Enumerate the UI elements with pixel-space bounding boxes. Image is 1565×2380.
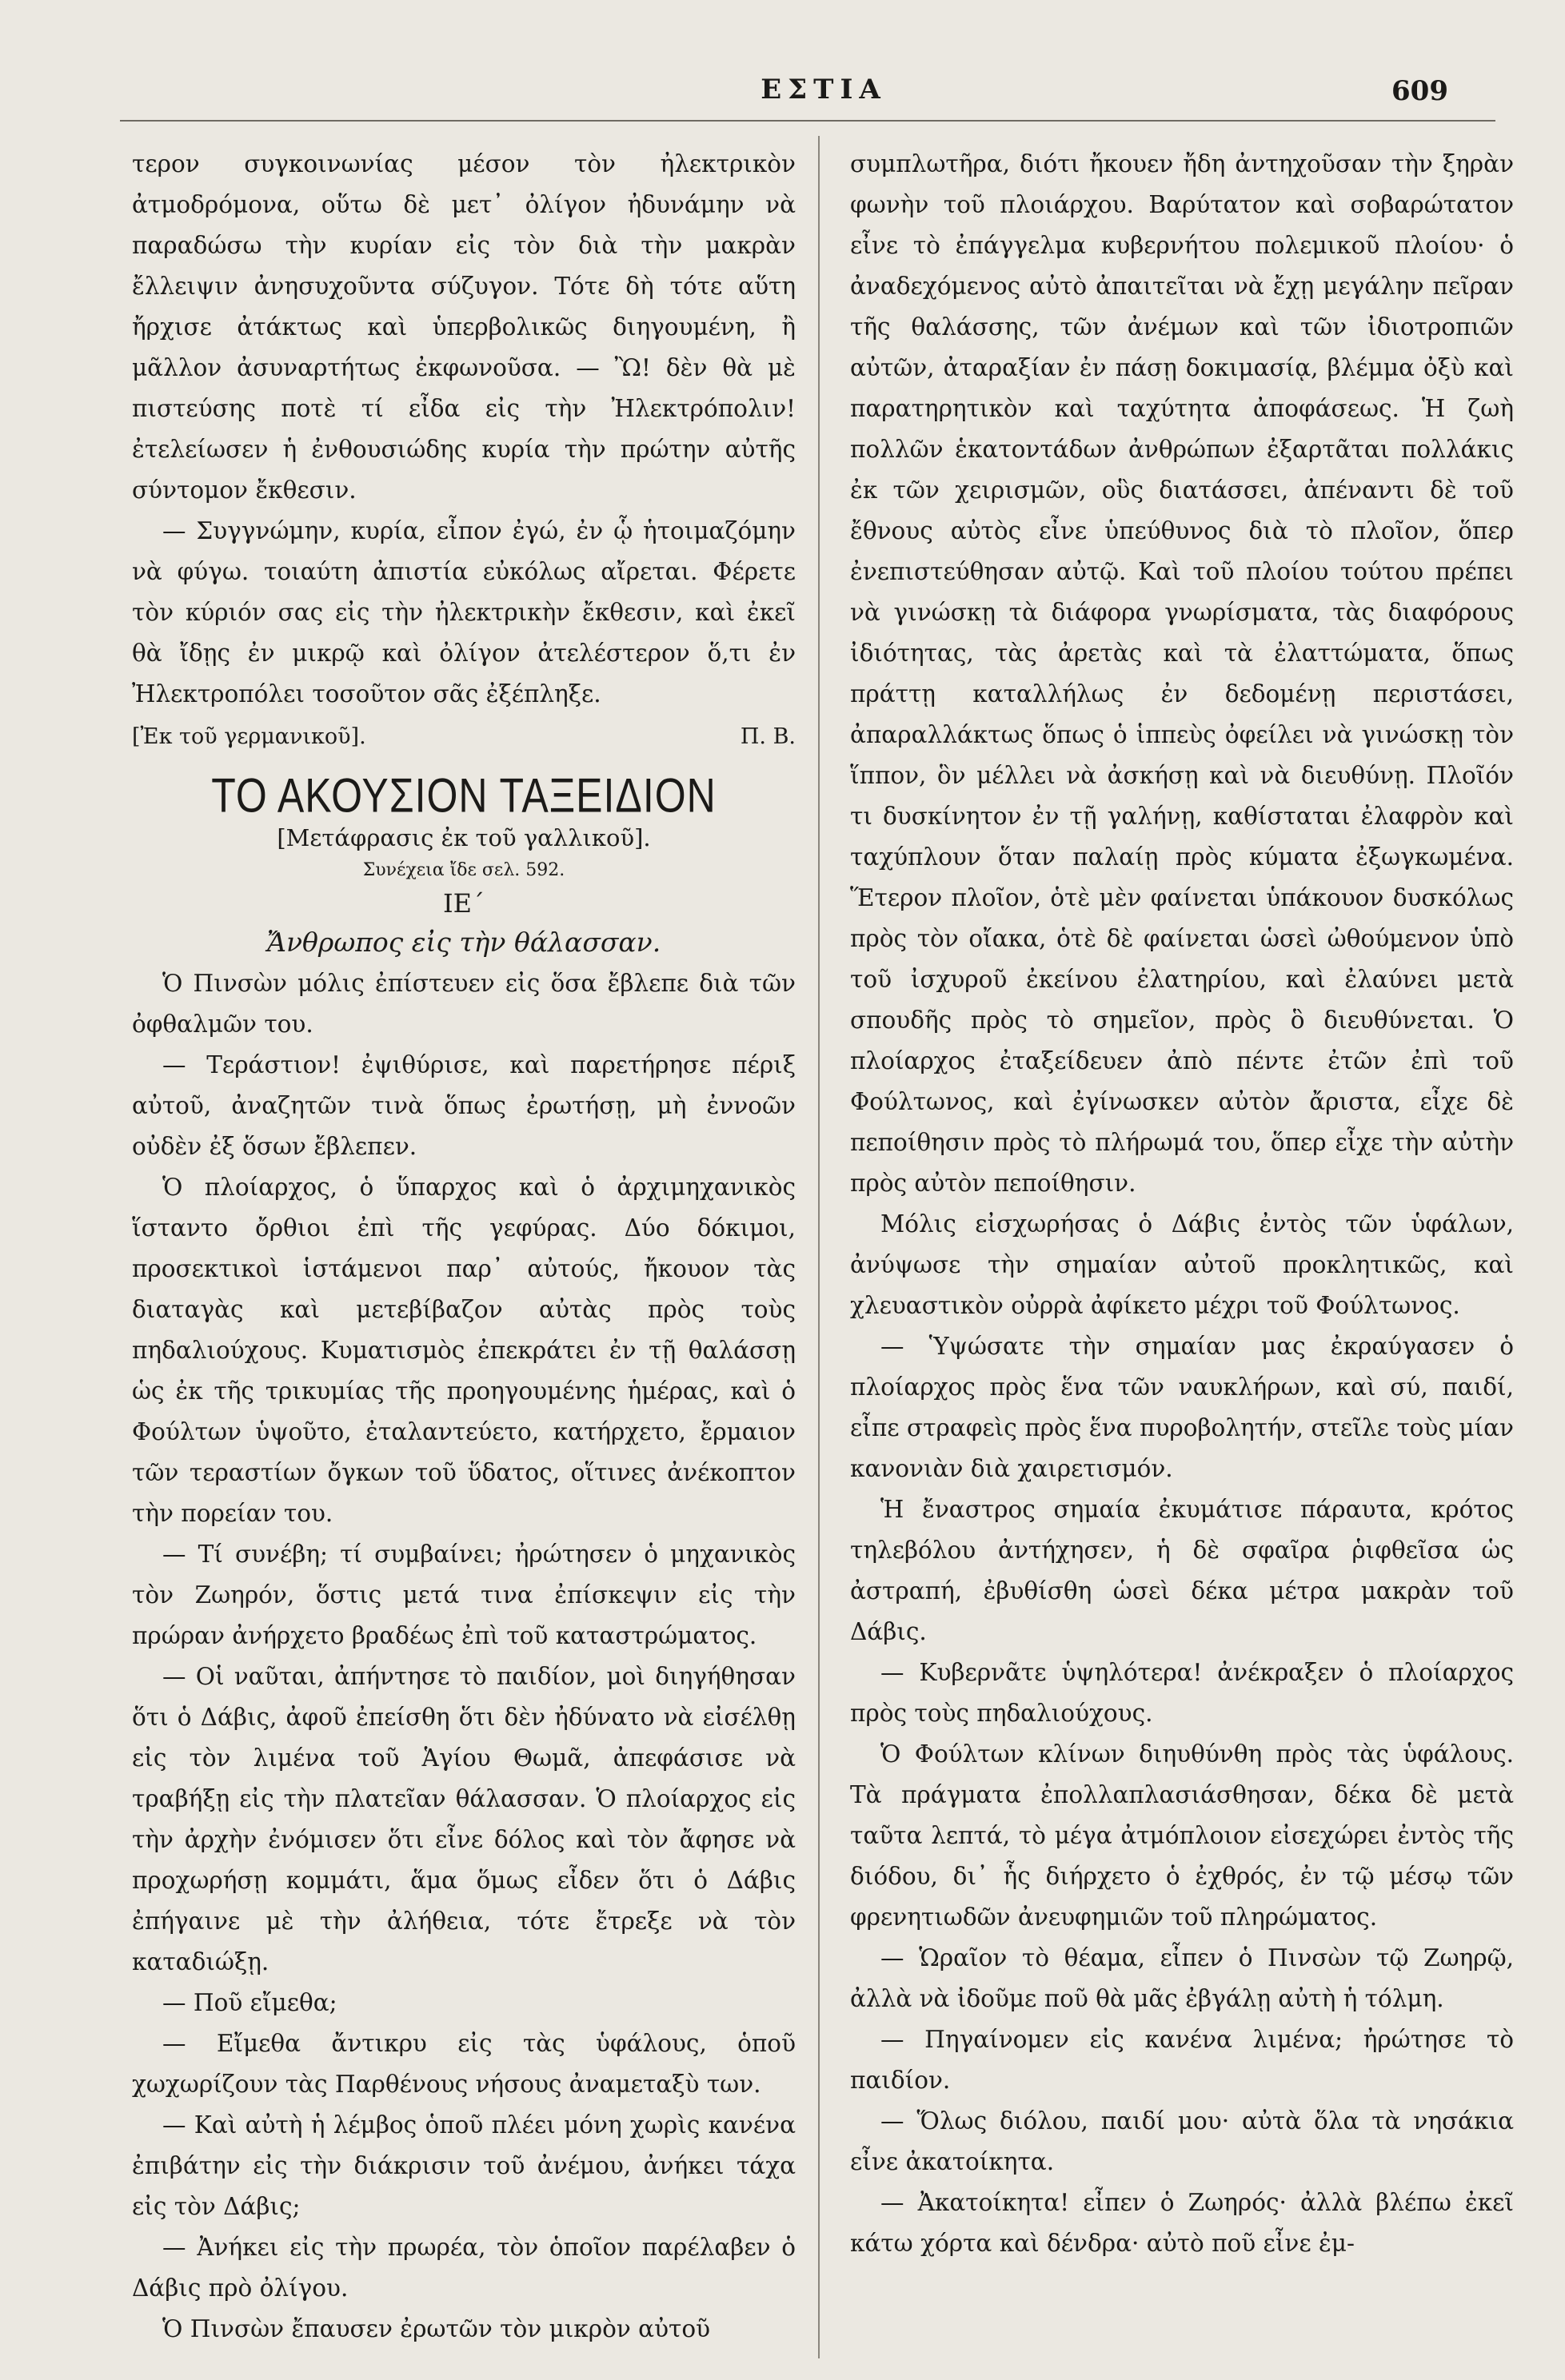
paragraph: Ὁ Πινσὼν μόλις ἐπίστευεν εἰς ὅσα ἔβλεπε διὰ τῶν ὀφθαλμῶν του. (132, 970, 796, 1038)
header-rule (120, 120, 1495, 122)
paragraph: — Ὅλως διόλου, παιδί μου· αὐτὰ ὅλα τὰ νησάκια εἶνε ἀκατοίκητα. (850, 2107, 1514, 2175)
paragraph: — Ὡραῖον τὸ θέαμα, εἶπεν ὁ Πινσὼν τῷ Ζωηρῷ, ἀλλὰ νὰ ἰδοῦμε ποῦ θὰ μᾶς ἐβγάλῃ αὐτὴ ἡ τόλμη. (850, 1944, 1514, 2012)
paragraph: — Ὑψώσατε τὴν σημαίαν μας ἐκραύγασεν ὁ πλοίαρχος πρὸς ἕνα τῶν ναυκλήρων, καὶ σύ, παιδί, εἶπε στραφεὶς πρὸς ἕνα πυροβολητήν, στεῖλε τοὺς μίαν κανονιὰν διὰ χαιρετισμόν. (850, 1333, 1514, 1482)
paragraph: τερον συγκοινωνίας μέσον τὸν ἠλεκτρικὸν ἀτμοδρόμονα, οὕτω δὲ μετ᾿ ὀλίγον ἠδυνάμην νὰ παραδώσω τὴν κυρίαν εἰς τὸν διὰ τὴν μακρὰν ἔλλειψιν ἀνησυχοῦντα σύζυγον. Τότε δὴ τότε αὕτη ἤρχισε ἀτάκτως καὶ ὑπερβολικῶς διηγουμένη, ἢ μᾶλλον ἀσυναρτήτως ἐκφωνοῦσα. — Ὢ! δὲν θὰ μὲ πιστεύσης ποτὲ τί εἶδα εἰς τὴν Ἠλεκτρόπολιν! ἐτελείωσεν ἡ ἐνθουσιώδης κυρία τὴν πρώτην αὐτῆς σύντομον ἔκθεσιν. (132, 150, 796, 504)
page-number: 609 (1391, 75, 1448, 107)
running-head: ΕΣΤΙΑ (761, 74, 887, 106)
chapter-number: ΙΕ΄ (443, 888, 485, 919)
article-subtitle: [Μετάφρασις ἐκ τοῦ γαλλικοῦ]. (277, 824, 651, 851)
column-divider (818, 136, 820, 2358)
paragraph: — Πηγαίνομεν εἰς κανένα λιμένα; ἠρώτησε τὸ παιδίον. (850, 2026, 1514, 2094)
paragraph: — Εἴμεθα ἄντικρυ εἰς τὰς ὑφάλους, ὁποῦ χωχωρίζουν τὰς Παρθένους νήσους ἀναμεταξὺ των. (132, 2030, 796, 2098)
paragraph: — Κυβερνᾶτε ὑψηλότερα! ἀνέκραξεν ὁ πλοίαρχος πρὸς τοὺς πηδαλιούχους. (850, 1659, 1514, 1727)
paragraph: Ἡ ἔναστρος σημαία ἐκυμάτισε πάραυτα, κρότος τηλεβόλου ἀντήχησεν, ἡ δὲ σφαῖρα ῥιφθεῖσα ὡς ἀστραπή, ἐβυθίσθη ὡσεὶ δέκα μέτρα μακρὰν τοῦ Δάβις. (850, 1496, 1514, 1645)
continuation-reference: Συνέχεια ἴδε σελ. 592. (362, 860, 565, 880)
byline-source: [Ἐκ τοῦ γερμανικοῦ]. (132, 724, 366, 749)
byline-initials: Π. Β. (740, 724, 796, 749)
paragraph: — Ποῦ εἴμεθα; (162, 1989, 337, 2016)
article-title: ΤΟ ΑΚΟΥΣΙΟΝ ΤΑΞΕΙΔΙΟΝ (211, 768, 717, 823)
paragraph: Ὁ πλοίαρχος, ὁ ὕπαρχος καὶ ὁ ἀρχιμηχανικὸς ἵσταντο ὄρθιοι ἐπὶ τῆς γεφύρας. Δύο δόκιμοι, προσεκτικοὶ ἱστάμενοι παρ᾿ αὐτούς, ἤκουον τὰς διαταγὰς καὶ μετεβίβαζον αὐτὰς πρὸς τοὺς πηδαλιούχους. Κυματισμὸς ἐπεκράτει ἐν τῇ θαλάσσῃ ὡς ἐκ τῆς τρικυμίας τῆς προηγουμένης ἡμέρας, καὶ ὁ Φούλτων ὑψοῦτο, ἐταλαντεύετο, κατήρχετο, ἔρμαιον τῶν τεραστίων ὄγκων τοῦ ὕδατος, οἵτινες ἀνέκοπτον τὴν πορείαν του. (132, 1174, 796, 1527)
paragraph: — Τεράστιον! ἐψιθύρισε, καὶ παρετήρησε πέριξ αὐτοῦ, ἀναζητῶν τινὰ ὅπως ἐρωτήσῃ, μὴ ἐννοῶν οὐδὲν ἐξ ὅσων ἔβλεπεν. (132, 1051, 796, 1160)
byline (132, 716, 796, 757)
paragraph: Μόλις εἰσχωρήσας ὁ Δάβις ἐντὸς τῶν ὑφάλων, ἀνύψωσε τὴν σημαίαν αὐτοῦ προκλητικῶς, καὶ χλευαστικὸν οὐρρὰ ἀφίκετο μέχρι τοῦ Φούλτωνος. (850, 1210, 1514, 1319)
right-column (850, 144, 1514, 2264)
paragraph: — Καὶ αὐτὴ ἡ λέμβος ὁποῦ πλέει μόνη χωρὶς κανένα ἐπιβάτην εἰς τὴν διάκρισιν τοῦ ἀνέμου, ἀνήκει τάχα εἰς τὸν Δάβις; (132, 2111, 796, 2220)
paragraph: — Οἱ ναῦται, ἀπήντησε τὸ παιδίον, μοὶ διηγήθησαν ὅτι ὁ Δάβις, ἀφοῦ ἐπείσθη ὅτι δὲν ἠδύνατο νὰ εἰσέλθῃ εἰς τὸν λιμένα τοῦ Ἁγίου Θωμᾶ, ἀπεφάσισε νὰ τραβήξῃ εἰς τὴν πλατεῖαν θάλασσαν. Ὁ πλοίαρχος εἰς τὴν ἀρχὴν ἐνόμισεν ὅτι εἶνε δόλος καὶ τὸν ἄφησε νὰ προχωρήσῃ κομμάτι, ἅμα ὅμως εἶδεν ὅτι ὁ Δάβις ἐπήγαινε μὲ τὴν ἀλήθεια, τότε ἔτρεξε νὰ τὸν καταδιώξῃ. (132, 1663, 796, 1975)
paragraph: — Συγγνώμην, κυρία, εἶπον ἐγώ, ἐν ᾧ ἡτοιμαζόμην νὰ φύγω. τοιαύτη ἀπιστία εὐκόλως αἴρεται. Φέρετε τὸν κύριόν σας εἰς τὴν ἠλεκτρικὴν ἔκθεσιν, καὶ ἐκεῖ θὰ ἴδῃς ἐν μικρῷ καὶ ὀλίγον ἀτελέστερον ὅ,τι ἐν Ἠλεκτροπόλει τοσοῦτον σᾶς ἐξέπληξε. (132, 517, 796, 708)
paragraph: Ὁ Πινσὼν ἔπαυσεν ἐρωτῶν τὸν μικρὸν αὐτοῦ (162, 2315, 711, 2342)
paragraph: συμπλωτῆρα, διότι ἤκουεν ἤδη ἀντηχοῦσαν τὴν ξηρὰν φωνὴν τοῦ πλοιάρχου. Βαρύτατον καὶ σοβαρώτατον εἶνε τὸ ἐπάγγελμα κυβερνήτου πολεμικοῦ πλοίου· ὁ ἀναδεχόμενος αὐτὸ ἀπαιτεῖται νὰ ἔχῃ μεγάλην πεῖραν τῆς θαλάσσης, τῶν ἀνέμων καὶ τῶν ἰδιοτροπιῶν αὐτῶν, ἀταραξίαν ἐν πάσῃ δοκιμασίᾳ, βλέμμα ὀξὺ καὶ παρατηρητικὸν καὶ ταχύτητα ἀποφάσεως. Ἡ ζωὴ πολλῶν ἑκατοντάδων ἀνθρώπων ἐξαρτᾶται πολλάκις ἐκ τῶν χειρισμῶν, οὓς διατάσσει, ἀπέναντι δὲ τοῦ ἔθνους αὐτὸς εἶνε ὑπεύθυνος διὰ τὸ πλοῖον, ὅπερ ἐνεπιστεύθησαν αὐτῷ. Καὶ τοῦ πλοίου τούτου πρέπει νὰ γινώσκῃ τὰ διάφορα γνωρίσματα, τὰς διαφόρους ἰδιότητας, τὰς ἀρετὰς καὶ τὰ ἐλαττώματα, ὅπως πράττῃ καταλλήλως ἐν δεδομένῃ περιστάσει, ἀπαραλλάκτως ὅπως ὁ ἱππεὺς ὀφείλει νὰ γινώσκῃ τὸν ἵππον, ὃν μέλλει νὰ ἀσκήσῃ καὶ νὰ διευθύνῃ. Πλοῖόν τι δυσκίνητον ἐν τῇ γαλήνῃ, καθίσταται ἐλαφρὸν καὶ ταχύπλουν ὅταν παλαίῃ πρὸς κύματα ἐξωγκωμένα. Ἕτερον πλοῖον, ὁτὲ μὲν φαίνεται ὑπάκουον δυσκόλως πρὸς τὸν οἴακα, ὁτὲ δὲ φαίνεται ὡσεὶ ὠθούμενον ὑπὸ τοῦ ἰσχυροῦ ἐκείνου ἐλατηρίου, καὶ ἐλαύνει μετὰ σπουδῆς πρὸς τὸ σημεῖον, πρὸς ὃ διευθύνεται. Ὁ πλοίαρχος ἐταξείδευεν ἀπὸ πέντε ἐτῶν ἐπὶ τοῦ Φούλτωνος, καὶ ἐγίνωσκεν αὐτὸν ἄριστα, εἶχε δὲ πεποίθησιν πρὸς τὸ πλήρωμά του, ὅπερ εἶχε τὴν αὐτὴν πρὸς αὐτὸν πεποίθησιν. (850, 150, 1514, 1197)
page-header (0, 74, 1565, 114)
left-column (132, 144, 796, 2350)
paragraph: — Ἀκατοίκητα! εἶπεν ὁ Ζωηρός· ἀλλὰ βλέπω ἐκεῖ κάτω χόρτα καὶ δένδρα· αὐτὸ ποῦ εἶνε ἐμ- (850, 2189, 1514, 2257)
paragraph: — Ἀνήκει εἰς τὴν πρωρέα, τὸν ὁποῖον παρέλαβεν ὁ Δάβις πρὸ ὀλίγου. (132, 2234, 796, 2302)
chapter-title: Ἄνθρωπος εἰς τὴν θάλασσαν. (266, 927, 661, 958)
paragraph: — Τί συνέβη; τί συμβαίνει; ἠρώτησεν ὁ μηχανικὸς τὸν Ζωηρόν, ὅστις μετά τινα ἐπίσκεψιν εἰς τὴν πρώραν ἀνήρχετο βραδέως ἐπὶ τοῦ καταστρώματος. (132, 1541, 796, 1649)
paragraph: Ὁ Φούλτων κλίνων διηυθύνθη πρὸς τὰς ὑφάλους. Τὰ πράγματα ἐπολλαπλασιάσθησαν, δέκα δὲ μετὰ ταῦτα λεπτά, τὸ μέγα ἀτμόπλοιον εἰσεχώρει ἐντὸς τῆς διόδου, δι᾿ ἧς διήρχετο ὁ ἐχθρός, ἐν τῷ μέσῳ τῶν φρενητιωδῶν ἀνευφημιῶν τοῦ πληρώματος. (850, 1740, 1514, 1931)
